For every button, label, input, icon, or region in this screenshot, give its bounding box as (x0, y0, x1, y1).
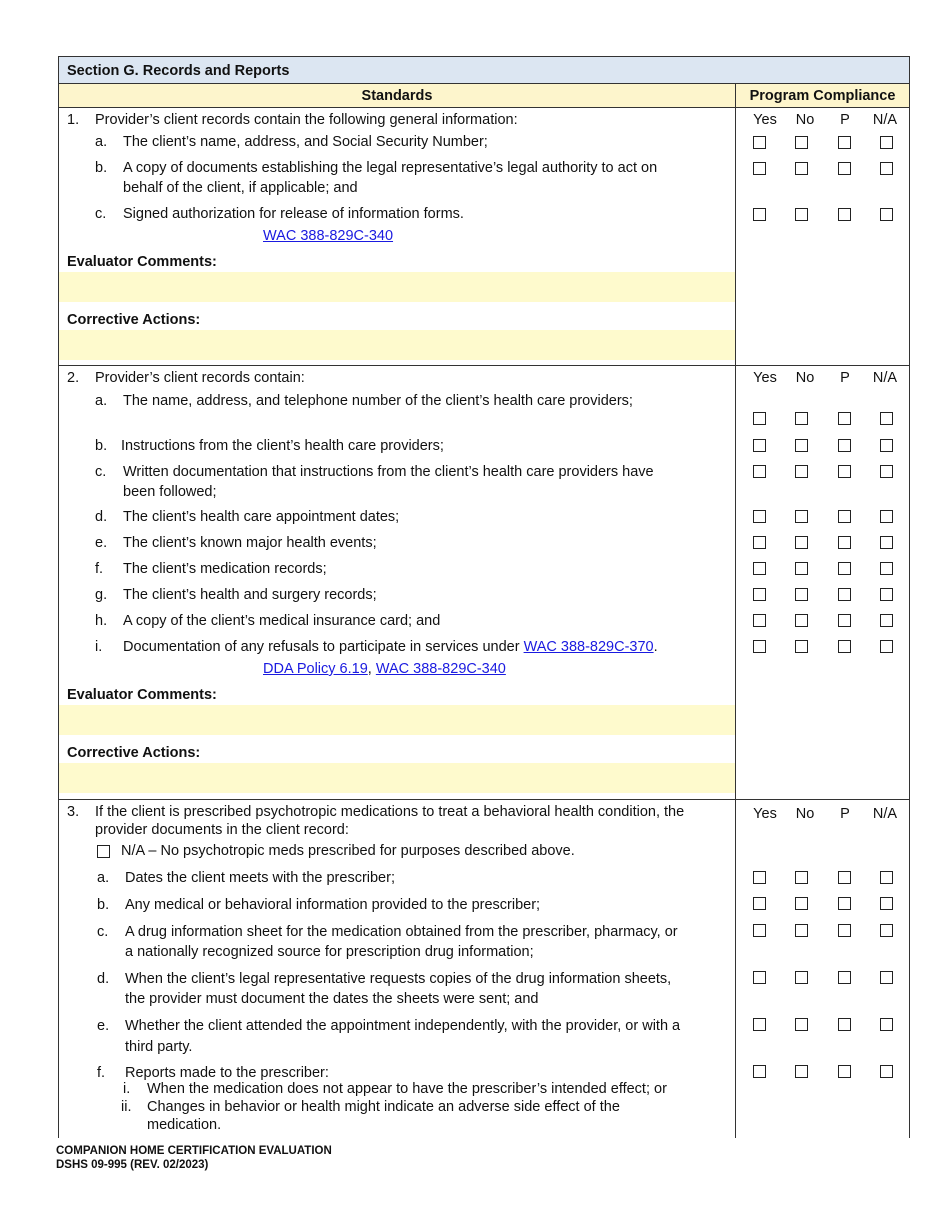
na-checkbox[interactable] (880, 162, 893, 175)
partial-checkbox[interactable] (838, 510, 851, 523)
item-text: The name, address, and telephone number of the client’s health care providers; (123, 393, 633, 409)
compliance-checkboxes (753, 588, 893, 601)
item-letter: b. (95, 438, 108, 454)
subitem-text: When the medication does not appear to have the prescriber’s intended effect; or (147, 1081, 667, 1097)
yes-checkbox[interactable] (753, 136, 766, 149)
item-letter: d. (97, 971, 110, 987)
item-letter: a. (97, 870, 110, 886)
yes-checkbox[interactable] (753, 588, 766, 601)
item-text: A copy of documents establishing the legal representative’s legal authority to act on (123, 160, 658, 176)
partial-checkbox[interactable] (838, 971, 851, 984)
compliance-labels (745, 804, 905, 824)
p-label: P (840, 370, 850, 386)
yes-checkbox[interactable] (753, 439, 766, 452)
wac-reference-link[interactable]: WAC 388-829C-340 (263, 228, 394, 244)
item-letter: f. (95, 561, 104, 577)
na-checkbox[interactable] (880, 536, 893, 549)
standard-text: If the client is prescribed psychotropic medications to treat a behavioral health condition, the (95, 804, 685, 820)
yes-checkbox[interactable] (753, 465, 766, 478)
item-text: The client’s known major health events; (123, 535, 377, 551)
no-checkbox[interactable] (795, 1018, 808, 1031)
na-checkbox[interactable] (880, 971, 893, 984)
compliance-checkboxes (753, 924, 893, 937)
corrective-actions-label: Corrective Actions: (67, 745, 201, 761)
na-checkbox[interactable] (880, 588, 893, 601)
item-text: Signed authorization for release of information forms. (123, 206, 464, 222)
no-checkbox[interactable] (795, 614, 808, 627)
reference-separator: , (367, 661, 376, 677)
item-text: been followed; (123, 484, 217, 500)
dda-policy-link[interactable]: DDA Policy 6.19 (263, 661, 368, 677)
na-checkbox[interactable] (880, 924, 893, 937)
no-checkbox[interactable] (795, 510, 808, 523)
compliance-header: Program Compliance (749, 88, 896, 104)
na-checkbox[interactable] (880, 510, 893, 523)
no-checkbox[interactable] (795, 136, 808, 149)
yes-checkbox[interactable] (753, 871, 766, 884)
item-text: Written documentation that instructions from the client’s health care providers have (123, 464, 654, 480)
yes-checkbox[interactable] (753, 510, 766, 523)
yes-label: Yes (753, 112, 777, 128)
standard-text: Provider’s client records contain the following general information: (95, 112, 518, 128)
compliance-checkboxes (753, 208, 893, 221)
compliance-checkboxes (753, 510, 893, 523)
partial-checkbox[interactable] (838, 897, 851, 910)
evaluator-comments-field[interactable] (59, 272, 735, 302)
no-checkbox[interactable] (795, 924, 808, 937)
yes-checkbox[interactable] (753, 971, 766, 984)
yes-checkbox[interactable] (753, 640, 766, 653)
subitem-roman: i. (123, 1081, 131, 1097)
compliance-checkboxes (753, 162, 893, 175)
item-text: The client’s name, address, and Social Security Number; (123, 134, 488, 150)
yes-checkbox[interactable] (753, 412, 766, 425)
partial-checkbox[interactable] (838, 208, 851, 221)
corrective-actions-label: Corrective Actions: (67, 312, 201, 328)
wac-340-link[interactable]: WAC 388-829C-340 (375, 661, 506, 677)
standard-text: provider documents in the client record: (95, 822, 349, 838)
yes-checkbox[interactable] (753, 897, 766, 910)
column-divider (735, 800, 736, 1138)
no-checkbox[interactable] (795, 640, 808, 653)
partial-checkbox[interactable] (838, 1018, 851, 1031)
subitem-text: medication. (147, 1117, 222, 1133)
na-checkbox[interactable] (880, 1065, 893, 1078)
yes-checkbox[interactable] (753, 162, 766, 175)
compliance-checkboxes (753, 1065, 893, 1078)
item-number: 2. (67, 370, 80, 386)
column-divider (735, 366, 736, 799)
no-checkbox[interactable] (795, 162, 808, 175)
no-checkbox[interactable] (795, 536, 808, 549)
standard-text: Provider’s client records contain: (95, 370, 305, 386)
p-label: P (840, 806, 850, 822)
item-letter: c. (97, 924, 109, 940)
yes-checkbox[interactable] (753, 614, 766, 627)
item-text: Any medical or behavioral information provided to the prescriber; (125, 897, 541, 913)
compliance-checkboxes (753, 871, 893, 884)
compliance-checkboxes (753, 412, 893, 425)
item-text: the provider must document the dates the sheets were sent; and (125, 991, 539, 1007)
partial-checkbox[interactable] (838, 562, 851, 575)
na-checkbox[interactable] (880, 897, 893, 910)
item-text: Dates the client meets with the prescriber; (125, 870, 395, 886)
item-letter: b. (97, 897, 110, 913)
item-letter: f. (97, 1065, 106, 1081)
standard-2-block (58, 366, 910, 800)
partial-checkbox[interactable] (838, 924, 851, 937)
item-letter: a. (95, 393, 108, 409)
column-header-row (58, 84, 910, 108)
na-checkbox[interactable] (880, 1018, 893, 1031)
partial-checkbox[interactable] (838, 439, 851, 452)
na-option-label: N/A – No psychotropic meds prescribed for purposes described above. (121, 843, 575, 859)
section-title: Section G. Records and Reports (58, 56, 910, 84)
compliance-labels (745, 368, 905, 388)
compliance-checkboxes (753, 614, 893, 627)
compliance-checkboxes (753, 897, 893, 910)
item-letter: c. (95, 206, 107, 222)
item-letter: a. (95, 134, 108, 150)
yes-checkbox[interactable] (753, 208, 766, 221)
no-checkbox[interactable] (795, 208, 808, 221)
item-text: A drug information sheet for the medication obtained from the prescriber, pharmacy, or (125, 924, 678, 940)
item-letter: e. (95, 535, 108, 551)
item-text: The client’s health and surgery records; (123, 587, 377, 603)
compliance-checkboxes (753, 536, 893, 549)
corrective-actions-field[interactable] (59, 330, 735, 360)
na-label: N/A (872, 370, 898, 386)
item-text: Reports made to the prescriber: (125, 1065, 329, 1081)
na-label: N/A (872, 112, 898, 128)
yes-checkbox[interactable] (753, 536, 766, 549)
compliance-checkboxes (753, 136, 893, 149)
na-checkbox[interactable] (880, 439, 893, 452)
item-text: third party. (125, 1039, 193, 1055)
column-divider (735, 108, 736, 365)
wac-370-link[interactable]: WAC 388-829C-370 (523, 639, 654, 655)
item-text: When the client’s legal representative requests copies of the drug information sheets, (125, 971, 672, 987)
partial-checkbox[interactable] (838, 614, 851, 627)
item-letter: g. (95, 587, 108, 603)
item-letter: c. (95, 464, 107, 480)
na-checkbox[interactable] (880, 614, 893, 627)
no-checkbox[interactable] (795, 562, 808, 575)
partial-checkbox[interactable] (838, 588, 851, 601)
compliance-checkboxes (753, 640, 893, 653)
records-reports-form (58, 56, 910, 1138)
na-checkbox[interactable] (880, 640, 893, 653)
no-checkbox[interactable] (795, 871, 808, 884)
na-checkbox[interactable] (880, 871, 893, 884)
item-text-before: Documentation of any refusals to participate in services under (123, 639, 524, 655)
item-text: The client’s medication records; (123, 561, 327, 577)
item-text: behalf of the client, if applicable; and (123, 180, 358, 196)
na-label: N/A (872, 806, 898, 822)
standard-3-block (58, 800, 910, 1138)
compliance-checkboxes (753, 562, 893, 575)
partial-checkbox[interactable] (838, 162, 851, 175)
compliance-checkboxes (753, 971, 893, 984)
no-checkbox[interactable] (795, 588, 808, 601)
na-checkbox[interactable] (880, 412, 893, 425)
yes-checkbox[interactable] (753, 924, 766, 937)
compliance-checkboxes (753, 1018, 893, 1031)
reference-links (263, 659, 506, 679)
no-checkbox[interactable] (795, 1065, 808, 1078)
na-checkbox[interactable] (880, 136, 893, 149)
partial-checkbox[interactable] (838, 465, 851, 478)
no-label: No (795, 806, 815, 822)
item-text (123, 637, 658, 657)
page-footer (56, 1144, 332, 1172)
item-text-after: . (653, 639, 658, 655)
yes-label: Yes (753, 370, 777, 386)
no-checkbox[interactable] (795, 465, 808, 478)
subitem-roman: ii. (121, 1099, 132, 1115)
compliance-checkboxes (753, 439, 893, 452)
item-text: A copy of the client’s medical insurance card; and (123, 613, 441, 629)
compliance-checkboxes (753, 465, 893, 478)
no-label: No (795, 112, 815, 128)
na-checkbox[interactable] (880, 562, 893, 575)
no-checkbox[interactable] (795, 897, 808, 910)
corrective-actions-field[interactable] (59, 763, 735, 793)
partial-checkbox[interactable] (838, 136, 851, 149)
item-number: 1. (67, 112, 80, 128)
yes-checkbox[interactable] (753, 1065, 766, 1078)
no-checkbox[interactable] (795, 971, 808, 984)
item-text: The client’s health care appointment dates; (123, 509, 400, 525)
subitem-text: Changes in behavior or health might indicate an adverse side effect of the (147, 1099, 620, 1115)
partial-checkbox[interactable] (838, 1065, 851, 1078)
no-checkbox[interactable] (795, 412, 808, 425)
evaluator-comments-label: Evaluator Comments: (67, 254, 217, 270)
partial-checkbox[interactable] (838, 871, 851, 884)
item-number: 3. (67, 804, 80, 820)
footer-form-number: DSHS 09-995 (REV. 02/2023) (56, 1159, 209, 1171)
na-psychotropic-checkbox[interactable] (97, 845, 110, 858)
partial-checkbox[interactable] (838, 536, 851, 549)
evaluator-comments-label: Evaluator Comments: (67, 687, 217, 703)
standards-header: Standards (59, 84, 736, 107)
yes-label: Yes (753, 806, 777, 822)
item-text: Instructions from the client’s health care providers; (121, 438, 444, 454)
yes-checkbox[interactable] (753, 562, 766, 575)
evaluator-comments-field[interactable] (59, 705, 735, 735)
no-checkbox[interactable] (795, 439, 808, 452)
item-text: a nationally recognized source for prescription drug information; (125, 944, 534, 960)
item-letter: i. (95, 639, 103, 655)
compliance-labels (745, 110, 905, 130)
partial-checkbox[interactable] (838, 412, 851, 425)
item-letter: h. (95, 613, 108, 629)
item-text: Whether the client attended the appointment independently, with the provider, or with a (125, 1018, 681, 1034)
no-label: No (795, 370, 815, 386)
p-label: P (840, 112, 850, 128)
na-checkbox[interactable] (880, 465, 893, 478)
item-letter: b. (95, 160, 108, 176)
na-checkbox[interactable] (880, 208, 893, 221)
item-letter: d. (95, 509, 108, 525)
partial-checkbox[interactable] (838, 640, 851, 653)
yes-checkbox[interactable] (753, 1018, 766, 1031)
standard-1-block (58, 108, 910, 366)
item-letter: e. (97, 1018, 110, 1034)
footer-title: COMPANION HOME CERTIFICATION EVALUATION (56, 1145, 332, 1157)
